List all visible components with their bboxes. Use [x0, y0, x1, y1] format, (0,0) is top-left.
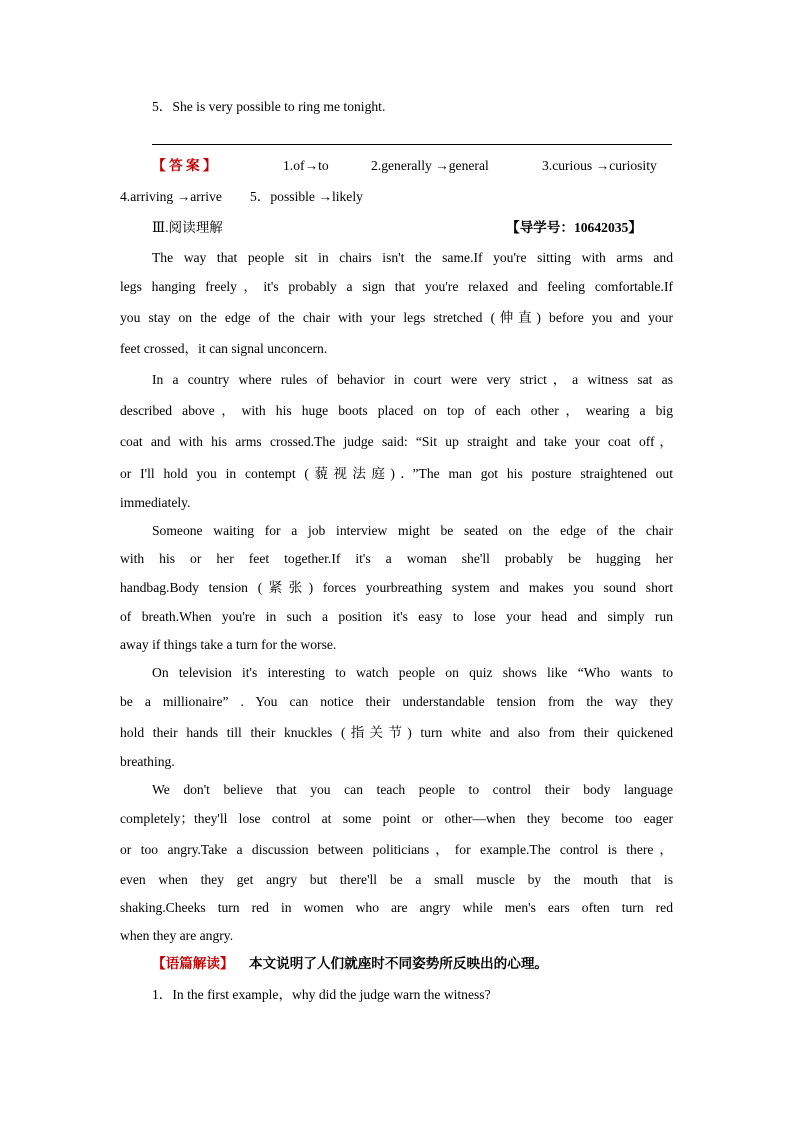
text-line: feet crossed，it can signal unconcern. [120, 341, 328, 356]
exercise-item-5: 5．She is very possible to ring me tonight. [152, 99, 386, 114]
divider-rule [152, 144, 672, 145]
text-line: when they are angry. [120, 928, 234, 943]
analysis-block [152, 955, 548, 973]
answer-4: 4.arriving →arrive [120, 189, 222, 204]
answer-1: 1.of→to [283, 158, 329, 173]
text-line: away if things take a turn for the worse. [120, 637, 337, 652]
text-line: or I'll hold you in contempt (藐视法庭)．”The man got his posture straightened out [120, 466, 673, 481]
text-line: In a country where rules of behavior in court were very strict，a witness sat as [152, 372, 673, 387]
text-line: Someone waiting for a job interview might be seated on the edge of the chair [152, 523, 673, 538]
answer-5: 5．possible →likely [250, 189, 363, 204]
text-line: you stay on the edge of the chair with your legs stretched (伸直) before you and your [120, 310, 673, 325]
text-line: legs hanging freely，it's probably a sign that you're relaxed and feeling comfortable.If [120, 279, 673, 294]
text-line: with his or her feet together.If it's a woman she'll probably be hugging her [120, 551, 673, 566]
section-title: Ⅲ.阅读理解 [152, 220, 223, 235]
analysis-label: 【语篇解读】 [152, 956, 234, 971]
text-line: shaking.Cheeks turn red in women who are angry while men's ears often turn red [120, 900, 673, 915]
answer-2: 2.generally →general [371, 158, 489, 173]
text-line: handbag.Body tension (紧张) forces yourbreathing system and makes you sound short [120, 580, 673, 595]
text-line: of breath.When you're in such a position it's easy to lose your head and simply run [120, 609, 673, 624]
text-line: immediately. [120, 495, 191, 510]
text-line: described above，with his huge boots placed on top of each other，wearing a big [120, 403, 673, 418]
text-line: We don't believe that you can teach people to control their body language [152, 782, 673, 797]
text-line: coat and with his arms crossed.The judge said: “Sit up straight and take your coat off， [120, 434, 673, 449]
text-line: breathing. [120, 754, 175, 769]
text-line: hold their hands till their knuckles (指关节) turn white and also from their quickened [120, 725, 673, 740]
analysis-text: 本文说明了人们就座时不同姿势所反映出的心理。 [248, 956, 549, 971]
text-line: even when they get angry but there'll be a small muscle by the mouth that is [120, 872, 673, 887]
text-line: The way that people sit in chairs isn't the same.If you're sitting with arms and [152, 250, 673, 265]
answer-3: 3.curious →curiosity [542, 158, 657, 173]
guide-number: 【导学号：10642035】 [506, 220, 642, 235]
question-1: 1．In the first example，why did the judge warn the witness? [152, 987, 491, 1002]
text-line: or too angry.Take a discussion between politicians，for example.The control is there， [120, 842, 673, 857]
text-line: be a millionaire” . You can notice their understandable tension from the way they [120, 694, 673, 709]
text-line: On television it's interesting to watch people on quiz shows like “Who wants to [152, 665, 673, 680]
answer-label: 【 答 案 】 [152, 158, 217, 173]
text-line: completely；they'll lose control at some point or other—when they become too eager [120, 811, 673, 826]
